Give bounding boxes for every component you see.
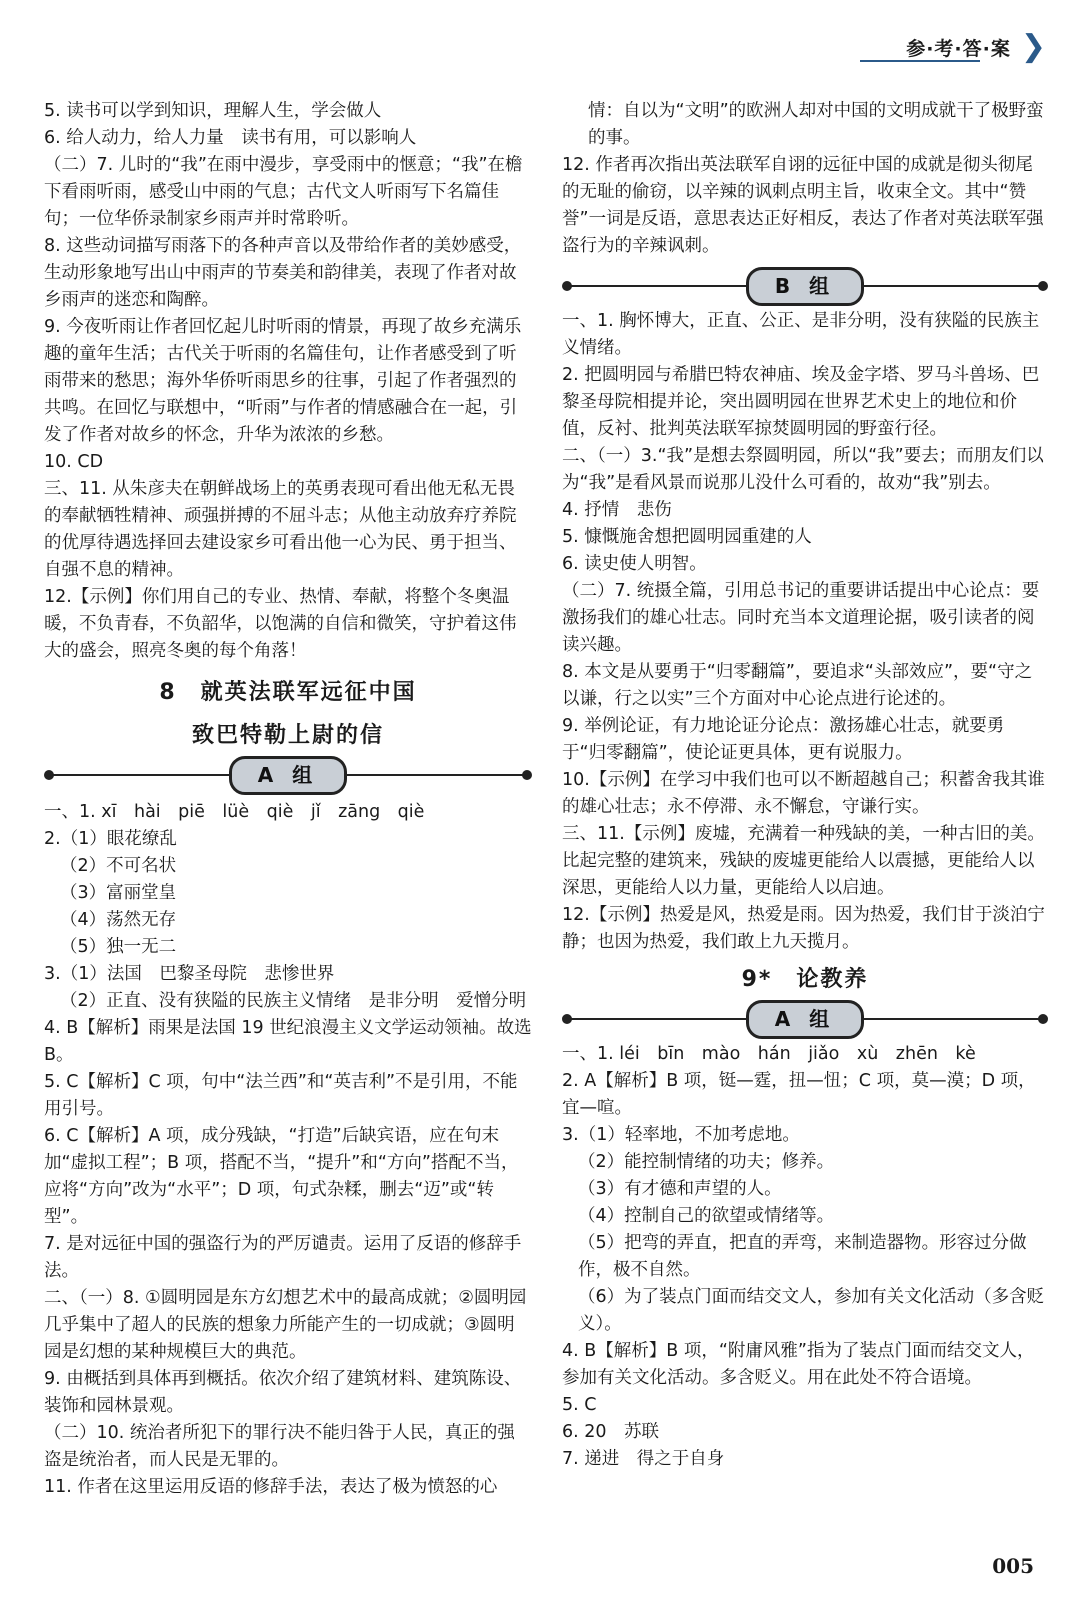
answer-list-continued [562,98,1048,260]
answer-line: 8. 本文是从要勇于“归零翻篇”，要追求“头部效应”，要“守之以谦，行之以实”三个方面对中心论点进行论述的。 [562,662,1033,709]
group-a-label-lesson-9: A 组 [746,1000,864,1039]
answer-line: （3）富丽堂皇 [60,883,177,903]
group-a-banner-lesson-9 [562,999,1048,1039]
answer-line: 6. C【解析】A 项，成分残缺，“打造”后缺宾语，应在句末加“虚拟工程”；B 项，搭配不当，“提升”和“方向”搭配不当，应将“方向”改为“水平”；D 项，句式杂糅，删去“迈”或“转型”。 [44,1126,519,1227]
answer-line: 12. 作者再次指出英法联军自诩的远征中国的成就是彻头彻尾的无耻的偷窃，以辛辣的讽刺点明主旨，收束全文。其中“赞誉”一词是反语，意思表达正好相反，表达了作者对英法联军强盗行为的辛辣讽刺。 [562,155,1044,256]
answer-line: 4. B【解析】B 项，“附庸风雅”指为了装点门面而结交文人，参加有关文化活动。多含贬义。用在此处不符合语境。 [562,1341,1035,1388]
right-column [562,98,1048,1473]
answer-line: 9. 由概括到具体再到概括。依次介绍了建筑材料、建筑陈设、装饰和园林景观。 [44,1369,522,1416]
answer-line: 2. A【解析】B 项，铤—霆，扭—忸；C 项，莫—漠；D 项，宜—喧。 [562,1071,1036,1118]
page-number: 005 [992,1554,1034,1578]
answer-line: （3）有才德和声望的人。 [578,1179,782,1199]
answer-line: 10. CD [44,452,104,472]
answer-line: 9. 举例论证，有力地论证分论点：激扬雄心壮志，就要勇于“归零翻篇”，使论证更具体，更有说服力。 [562,716,1005,763]
group-a-banner [44,755,532,795]
group-b-banner [562,266,1048,306]
answer-line: 一、1. xī hài piē lüè qiè jǐ zāng qiè [44,802,425,822]
answer-line: 11. 作者在这里运用反语的修辞手法，表达了极为愤怒的心 [44,1477,498,1497]
answer-line: 一、1. léi bīn mào hán jiǎo xù zhēn kè [562,1044,976,1064]
answer-line: （二）7. 儿时的“我”在雨中漫步，享受雨中的惬意；“我”在檐下看雨听雨，感受山中雨的气息；古代文人听雨写下名篇佳句；一位华侨录制家乡雨声并时常聆听。 [44,155,523,229]
answer-list-group-b [562,308,1048,956]
answer-line: 三、11. 从朱彦夫在朝鲜战场上的英勇表现可看出他无私无畏的奉献牺牲精神、顽强拼搏的不屈斗志；从他主动放弃疗养院的优厚待遇选择回去建设家乡可看出他一心为民、勇于担当、自强不息的精神。 [44,479,517,580]
answer-line: （5）独一无二 [60,937,177,957]
answer-line: 6. 给人动力，给人力量 读书有用，可以影响人 [44,128,417,148]
answer-line: 12.【示例】你们用自己的专业、热情、奉献，将整个冬奥温暖，不负青春，不负韶华，以饱满的自信和微笑，守护着这伟大的盛会，照亮冬奥的每个角落！ [44,587,517,661]
chevron-right-icon: ❯ [1020,29,1046,64]
answer-line: 5. 读书可以学到知识，理解人生，学会做人 [44,101,382,121]
answer-line: （2）不可名状 [60,856,177,876]
answer-line: 6. 20 苏联 [562,1422,660,1442]
answer-line: 二、（一）3.“我”是想去祭圆明园，所以“我”要去；而朋友们以为“我”是看风景而说那儿没什么可看的，故劝“我”别去。 [562,446,1044,493]
answer-list-top [44,98,532,665]
answer-line: 7. 递进 得之于自身 [562,1449,725,1469]
answer-line: （二）10. 统治者所犯下的罪行决不能归咎于人民，真正的强盗是统治者，而人民是无罪的。 [44,1423,515,1470]
answer-line: 4. B【解析】雨果是法国 19 世纪浪漫主义文学运动领袖。故选 B。 [44,1018,532,1065]
answer-list-lesson-8 [44,799,532,1501]
answer-line: 5. 慷慨施舍想把圆明园重建的人 [562,527,812,547]
answer-line: （5）把弯的弄直，把直的弄弯，来制造器物。形容过分做作，极不自然。 [578,1233,1027,1280]
answer-line: （6）为了装点门面而结交文人，参加有关文化活动（多含贬义）。 [578,1287,1045,1334]
answer-line: 2.（1）眼花缭乱 [44,829,177,849]
answer-list-lesson-9 [562,1041,1048,1473]
answer-line: （2）正直、没有狭隘的民族主义情绪 是非分明 爱憎分明 [60,991,527,1011]
lesson-9-title: 9* 论教养 [741,967,869,992]
answer-line: 5. C [562,1395,597,1415]
answer-line: 三、11.【示例】废墟，充满着一种残缺的美，一种古旧的美。比起完整的建筑来，残缺的废墟更能给人以震撼，更能给人以深思，更能给人以力量，更能给人以启迪。 [562,824,1045,898]
answer-line: 8. 这些动词描写雨落下的各种声音以及带给作者的美妙感受，生动形象地写出山中雨声的节奏美和韵律美，表现了作者对故乡雨声的迷恋和陶醉。 [44,236,522,310]
answer-line: 4. 抒情 悲伤 [562,500,672,520]
answer-line: 2. 把圆明园与希腊巴特农神庙、埃及金字塔、罗马斗兽场、巴黎圣母院相提并论，突出圆明园在世界艺术史上的地位和价值，反衬、批判英法联军掠焚圆明园的野蛮行径。 [562,365,1040,439]
answer-line: 10.【示例】在学习中我们也可以不断超越自己；积蓄舍我其谁的雄心壮志；永不停滞、永不懈怠，守谦行实。 [562,770,1045,817]
answer-line: （2）能控制情绪的功夫；修养。 [578,1152,835,1172]
header-title: 参·考·答·案 [906,37,1011,60]
answer-line: 6. 读史使人明智。 [562,554,707,574]
header-rule [860,60,980,62]
answer-line: 7. 是对远征中国的强盗行为的严厉谴责。运用了反语的修辞手法。 [44,1234,522,1281]
lesson-8-subtitle: 致巴特勒上尉的信 [191,723,384,748]
answer-line: 情：自以为“文明”的欧洲人却对中国的文明成就干了极野蛮的事。 [588,101,1044,148]
answer-line: （4）荡然无存 [60,910,177,930]
answer-line: 12.【示例】热爱是风，热爱是雨。因为热爱，我们甘于淡泊宁静；也因为热爱，我们敢上九天揽月。 [562,905,1045,952]
answer-line: （4）控制自己的欲望或情绪等。 [578,1206,835,1226]
answer-line: 3.（1）轻率地，不加考虑地。 [562,1125,800,1145]
answer-line: 一、1. 胸怀博大，正直、公正、是非分明，没有狭隘的民族主义情绪。 [562,311,1040,358]
group-b-label: B 组 [746,267,864,306]
page-header [906,29,1046,64]
answer-line: 9. 今夜听雨让作者回忆起儿时听雨的情景，再现了故乡充满乐趣的童年生活；古代关于听雨的名篇佳句，让作者感受到了听雨带来的愁思；海外华侨听雨思乡的往事，引起了作者强烈的共鸣。在回忆与联想中，“听雨”与作者的情感融合在一起，引发了作者对故乡的怀念，升华为浓浓的乡愁。 [44,317,522,445]
answer-line: 5. C【解析】C 项，句中“法兰西”和“英吉利”不是引用，不能用引号。 [44,1072,518,1119]
answer-line: 3.（1）法国 巴黎圣母院 悲惨世界 [44,964,335,984]
group-a-label: A 组 [229,756,347,795]
answer-line: （二）7. 统摄全篇，引用总书记的重要讲话提出中心论点：要激扬我们的雄心壮志。同时充当本文道理论据，吸引读者的阅读兴趣。 [562,581,1040,655]
left-column [44,98,532,1501]
answer-line: 二、（一）8. ①圆明园是东方幻想艺术中的最高成就；②圆明园几乎集中了超人的民族的想象力所能产生的一切成就；③圆明园是幻想的某种规模巨大的典范。 [44,1288,527,1362]
lesson-8-title: 8 就英法联军远征中国 [159,680,417,705]
